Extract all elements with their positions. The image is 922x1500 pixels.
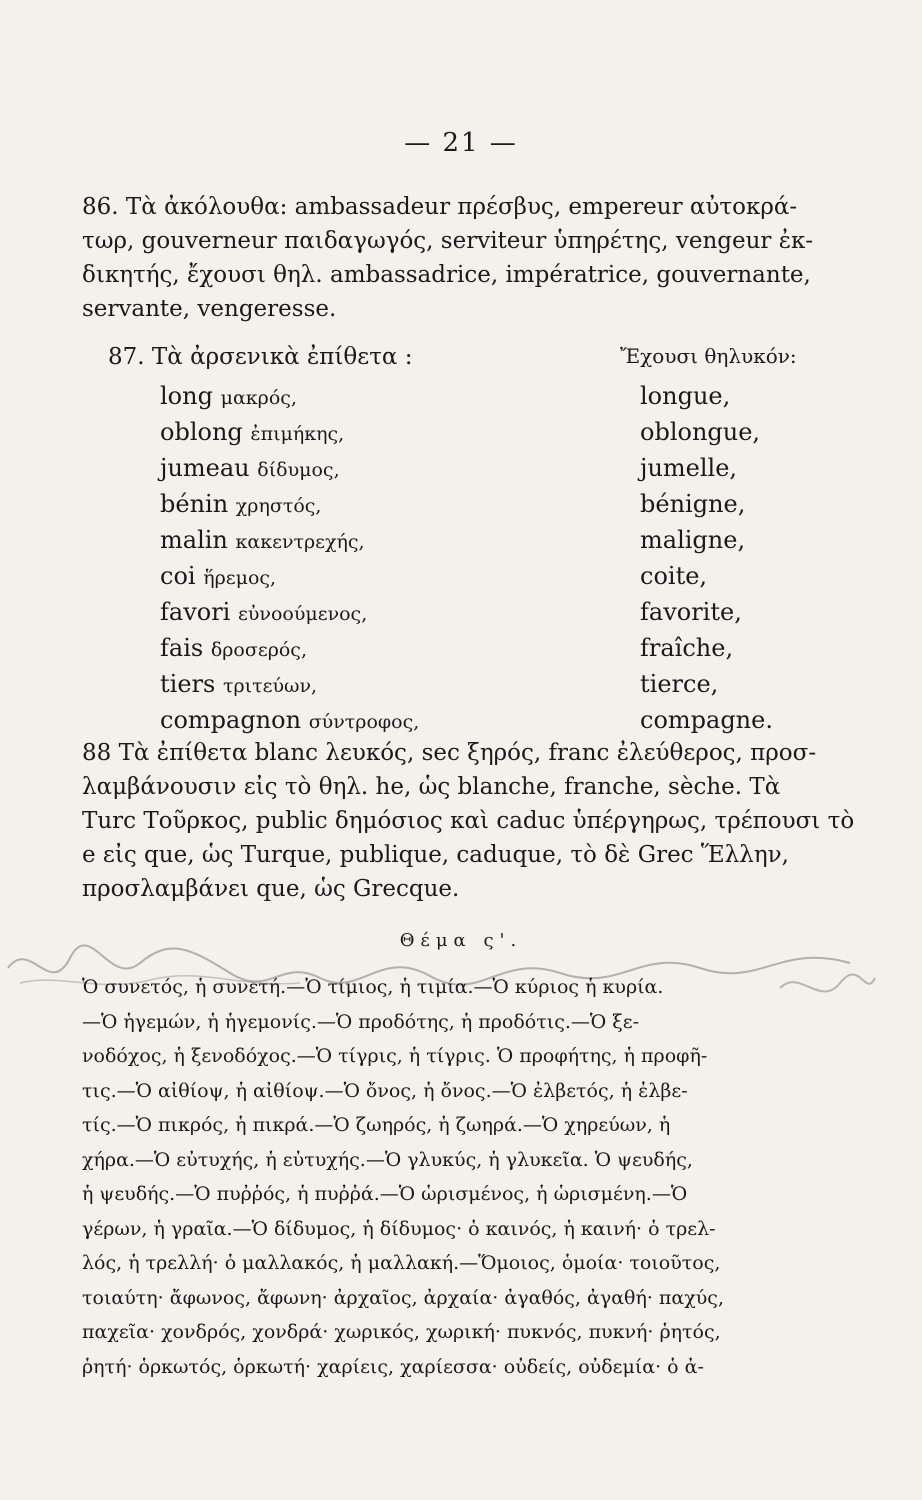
french-word: fais: [160, 634, 204, 662]
french-word: favori: [160, 598, 231, 626]
feminine-entry: longue,: [640, 382, 731, 410]
text-line: ῥητή· ὁρκωτός, ὁρκωτή· χαρίεις, χαρίεσσα· οὐδείς, οὐδεμία· ὁ ἀ-: [82, 1355, 704, 1378]
greek-word: τριτεύων,: [222, 675, 318, 697]
greek-word: σύντροφος,: [308, 711, 420, 733]
french-word: coi: [160, 562, 196, 590]
masculine-entry: [160, 702, 419, 738]
feminine-entry: tierce,: [640, 670, 719, 698]
greek-word: εὐνοούμενος,: [238, 603, 368, 625]
masculine-entry: [160, 378, 419, 414]
greek-word: ἐπιμήκης,: [250, 423, 345, 445]
french-word: compagnon: [160, 706, 302, 734]
text-line: νοδόχος, ἡ ξενοδόχος.—Ὁ τίγρις, ἡ τίγρις. Ὁ προφήτης, ἡ προφῆ-: [82, 1045, 708, 1067]
text-line: λαμβάνουσιν εἰς τὸ θηλ. he, ὡς blanche, franche, sèche. Τὰ: [82, 774, 781, 800]
section-86: [82, 190, 822, 326]
text-line: χήρα.—Ὁ εὐτυχής, ἡ εὐτυχής.—Ὁ γλυκύς, ἡ γλυκεῖα. Ὁ ψευδής,: [82, 1148, 693, 1171]
page-number: — 21 —: [404, 128, 518, 158]
text-line: Turc Τοῦρκος, public δημόσιος καὶ caduc ὑπέργηρως, τρέπουσι τὸ: [82, 808, 855, 834]
feminine-column: [640, 378, 773, 738]
greek-word: δροσερός,: [210, 639, 307, 661]
text-line: 88 Τὰ ἐπίθετα blanc λευκός, sec ξηρός, franc ἐλεύθερος, προσ-: [82, 740, 817, 766]
section-88: [82, 736, 855, 906]
theme-title: Θέμα ς'.: [399, 930, 523, 951]
text-line: τωρ, gouverneur παιδαγωγός, serviteur ὑπηρέτης, vengeur ἐκ-: [82, 228, 814, 254]
feminine-entry: oblongue,: [640, 418, 761, 446]
text-line: προσλαμβάνει que, ὡς Grecque.: [82, 876, 460, 902]
french-word: oblong: [160, 418, 243, 446]
text-line: ἡ ψευδής.—Ὁ πυῤῥός, ἡ πυῤῥά.—Ὁ ὡρισμένος, ἡ ὡρισμένη.—Ὁ: [82, 1183, 688, 1205]
masculine-column: [160, 378, 419, 738]
text-line: λός, ἡ τρελλή· ὁ μαλλακός, ἡ μαλλακή.—Ὅμοιος, ὁμοία· τοιοῦτος,: [82, 1252, 721, 1274]
text-line: δικητής, ἔχουσι θηλ. ambassadrice, impératrice, gouvernante,: [82, 262, 811, 288]
feminine-entry: maligne,: [640, 526, 746, 554]
text-line: τις.—Ὁ αἰθίοψ, ἡ αἰθίοψ.—Ὁ ὄνος, ἡ ὄνος.—Ὁ ἐλβετός, ἡ ἐλβε-: [82, 1079, 688, 1102]
feminine-entry: compagne.: [640, 706, 773, 734]
feminine-entry: coite,: [640, 562, 708, 590]
masculine-entry: [160, 594, 419, 630]
text-line: τίς.—Ὁ πικρός, ἡ πικρά.—Ὁ ζωηρός, ἡ ζωηρά.—Ὁ χηρεύων, ἡ: [82, 1114, 671, 1136]
feminine-entry: favorite,: [640, 598, 742, 626]
feminine-entry: fraîche,: [640, 634, 734, 662]
french-word: tiers: [160, 670, 216, 698]
text-line: —Ὁ ἡγεμών, ἡ ἡγεμονίς.—Ὁ προδότης, ἡ προδότις.—Ὁ ξε-: [82, 1010, 639, 1033]
greek-word: ἥρεμος,: [203, 567, 277, 589]
masculine-entry: [160, 558, 419, 594]
masculine-entry: [160, 522, 419, 558]
text-line: servante, vengeresse.: [82, 296, 337, 322]
french-word: long: [160, 382, 213, 410]
section-87-heading: 87. Τὰ ἀρσενικὰ ἐπίθετα :: [108, 344, 413, 370]
text-line: 86. Τὰ ἀκόλουθα: ambassadeur πρέσβυς, empereur αὐτοκρά-: [82, 194, 798, 220]
exercise-text: [82, 970, 824, 1384]
text-line: τοιαύτη· ἄφωνος, ἄφωνη· ἀρχαῖος, ἀρχαία· ἀγαθός, ἀγαθή· παχύς,: [82, 1286, 724, 1309]
text-line: Ὁ συνετός, ἡ συνετή.—Ὁ τίμιος, ἡ τιμία.—Ὁ κύριος ἡ κυρία.: [82, 976, 664, 998]
french-word: malin: [160, 526, 228, 554]
masculine-entry: [160, 414, 419, 450]
text-line: γέρων, ἡ γραῖα.—Ὁ δίδυμος, ἡ δίδυμος· ὁ καινός, ἡ καινή· ὁ τρελ-: [82, 1217, 716, 1240]
greek-word: μακρός,: [220, 387, 297, 409]
feminine-entry: bénigne,: [640, 490, 746, 518]
masculine-entry: [160, 630, 419, 666]
greek-word: κακεντρεχής,: [235, 531, 365, 553]
greek-word: χρηστός,: [235, 495, 322, 517]
text-line: e εἰς que, ὡς Turque, publique, caduque, τὸ δὲ Grec Ἕλλην,: [82, 842, 789, 868]
text-line: παχεῖα· χονδρός, χονδρά· χωρικός, χωρική· πυκνός, πυκνή· ῥητός,: [82, 1321, 721, 1343]
greek-word: δίδυμος,: [257, 459, 340, 481]
masculine-entry: [160, 666, 419, 702]
feminine-entry: jumelle,: [640, 454, 738, 482]
feminine-column-heading: Ἔχουσι θηλυκόν:: [620, 344, 797, 368]
french-word: jumeau: [160, 454, 250, 482]
french-word: bénin: [160, 490, 229, 518]
masculine-entry: [160, 450, 419, 486]
masculine-entry: [160, 486, 419, 522]
